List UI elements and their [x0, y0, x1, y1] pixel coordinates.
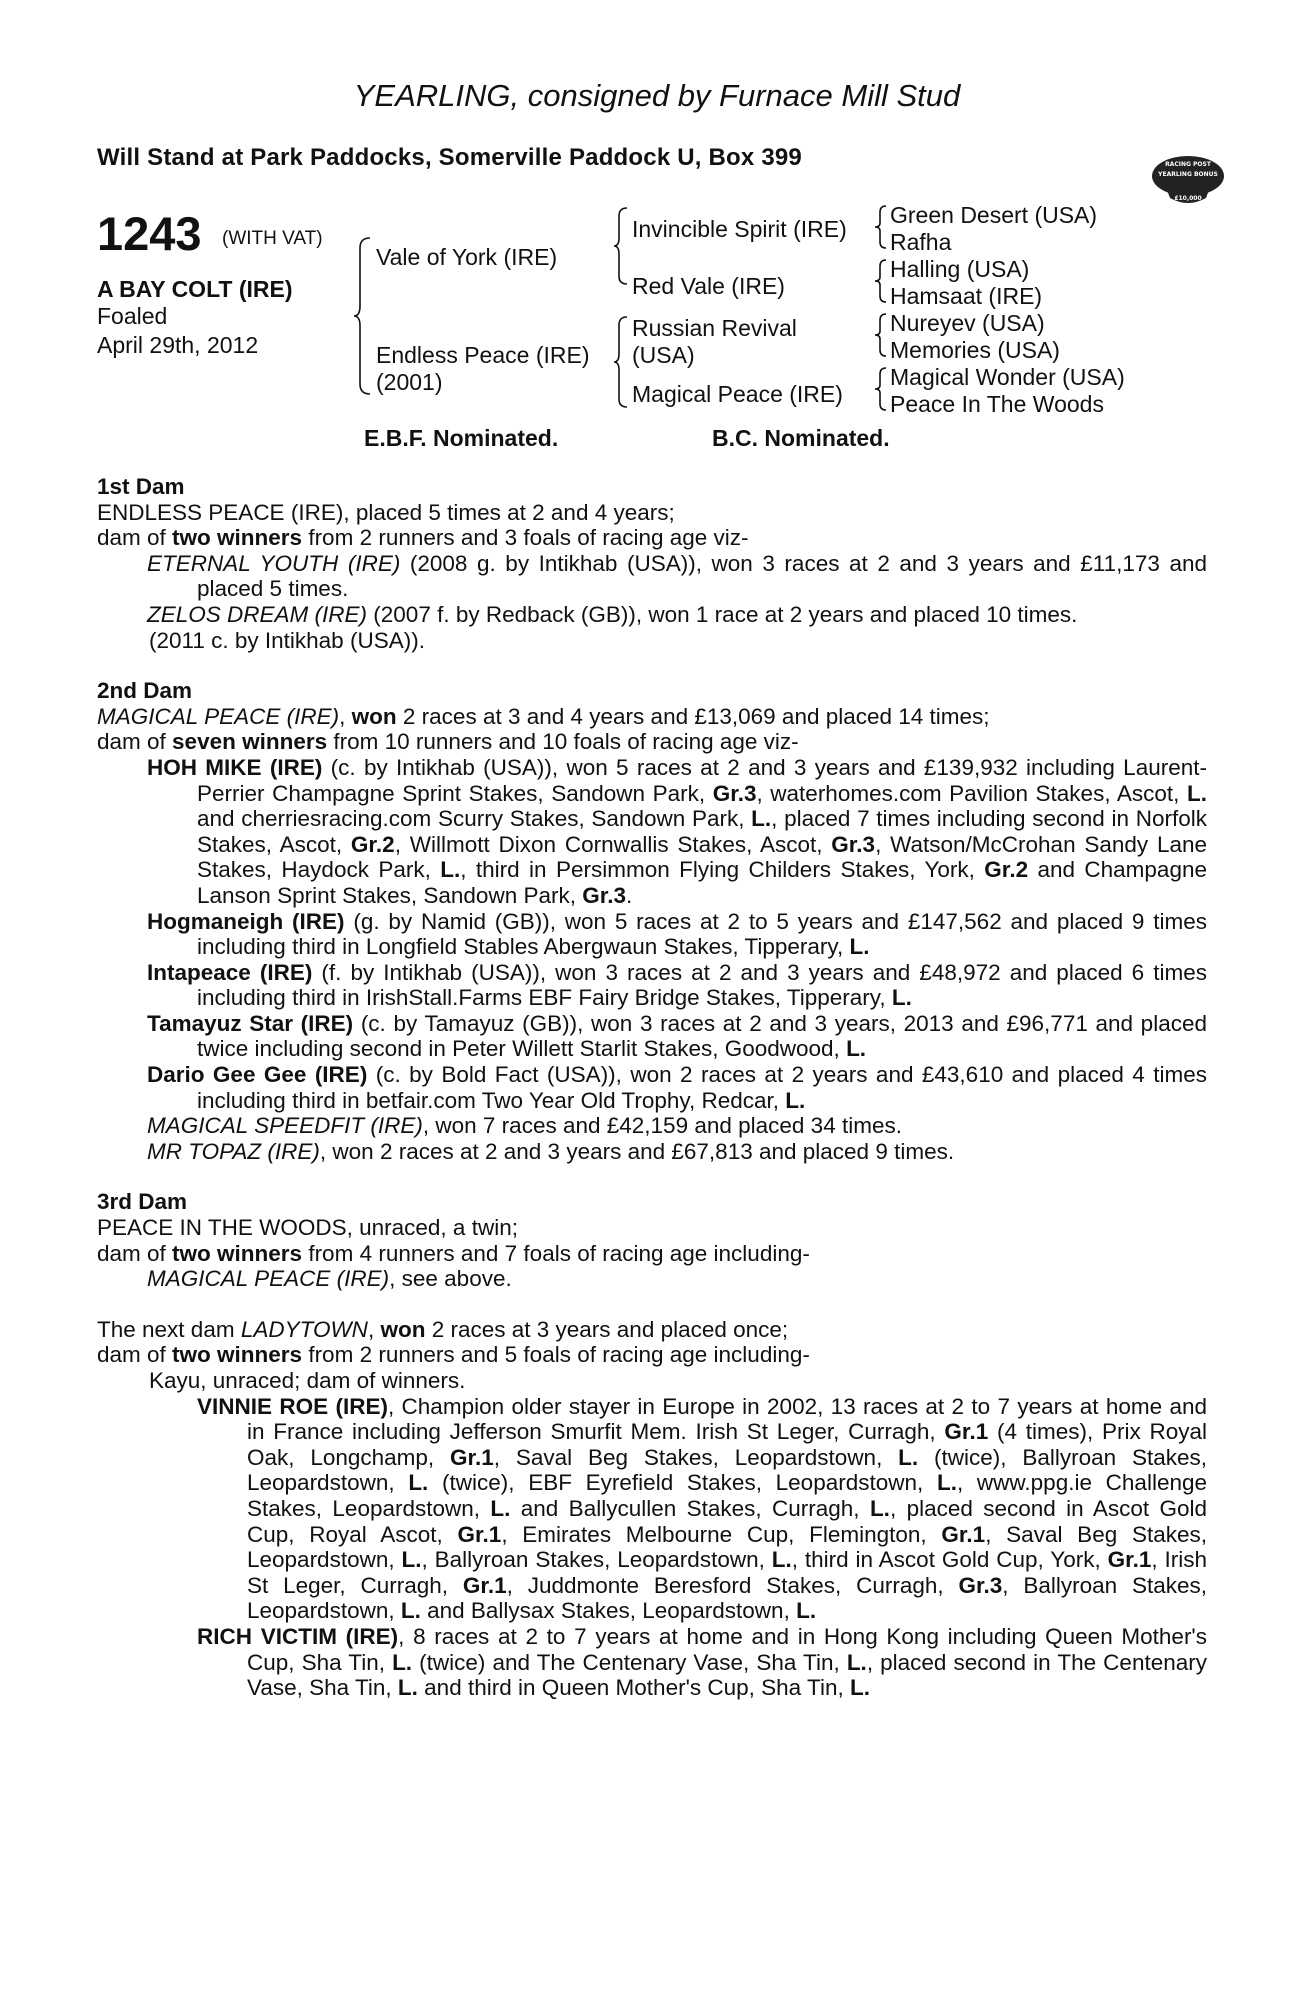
pedigree-ddd: Peace In The Woods: [890, 391, 1104, 417]
second-dam-produce: dam of seven winners from 10 runners and 10 foals of racing age viz-: [97, 729, 799, 755]
lot-number: 1243: [97, 207, 202, 260]
next-dam-produce: dam of two winners from 2 runners and 5 foals of racing age including-: [97, 1342, 810, 1368]
produce-magical-peace: MAGICAL PEACE (IRE), see above.: [147, 1266, 512, 1292]
pedigree-sss: Green Desert (USA): [890, 202, 1098, 228]
pedigree-sire-dam: Red Vale (IRE): [632, 273, 785, 299]
produce-hoh-mike: HOH MIKE (IRE) (c. by Intikhab (USA)), won 5 races at 2 and 3 years and £139,932 including Laurent-Perrier Champagne Sprint Stakes, Sandown Park, Gr.3, waterhomes.com Pavilion Stakes, Ascot, L. and cherriesracing.com Scurry Stakes, Sandown Park, L., placed 7 times including second in Norfolk Stakes, Ascot, Gr.2, Willmott Dixon Cornwallis Stakes, Ascot, Gr.3, Watson/McCrohan Sandy Lane Stakes, Haydock Park, L., third in Persimmon Flying Childers Stakes, York, Gr.2 and Champagne Lanson Sprint Stakes, Sandown Park, Gr.3.: [147, 754, 1208, 908]
pedigree-dam-sire-country: (USA): [632, 342, 695, 368]
pedigree-dam: Endless Peace (IRE): [376, 342, 590, 368]
produce-kayu: Kayu, unraced; dam of winners.: [149, 1368, 466, 1393]
produce-rich-victim: RICH VICTIM (IRE), 8 races at 2 to 7 years at home and in Hong Kong including Queen Mother's Cup, Sha Tin, L. (twice) and The Centenary Vase, Sha Tin, L., placed second in The Centenary Vase, Sha Tin, L. and third in Queen Mother's Cup, Sha Tin, L.: [197, 1623, 1207, 1701]
produce-mr-topaz: MR TOPAZ (IRE), won 2 races at 2 and 3 years and £67,813 and placed 9 times.: [147, 1138, 955, 1164]
produce-magical-speedfit: MAGICAL SPEEDFIT (IRE), won 7 races and £42,159 and placed 34 times.: [147, 1113, 902, 1139]
first-dam-line: ENDLESS PEACE (IRE), placed 5 times at 2 and 4 years;: [97, 499, 675, 525]
second-dam-heading: 2nd Dam: [97, 678, 193, 704]
produce-eternal-youth: ETERNAL YOUTH (IRE) (2008 g. by Intikhab (USA)), won 3 races at 2 and 3 years and £11,173 and placed 5 times.: [147, 550, 1207, 602]
lot-name: A BAY COLT (IRE): [97, 276, 293, 302]
pedigree-dam-dam: Magical Peace (IRE): [632, 381, 843, 407]
pedigree-dam-year: (2001): [376, 369, 443, 395]
second-dam-line: MAGICAL PEACE (IRE), won 2 races at 3 and 4 years and £13,069 and placed 14 times;: [97, 703, 990, 729]
badge-text-3: £10,000: [1174, 195, 1202, 202]
produce-dario-gee-gee: Dario Gee Gee (IRE) (c. by Bold Fact (USA)), won 2 races at 2 years and £43,610 and placed 4 times including third in betfair.com Two Year Old Trophy, Redcar, L.: [147, 1062, 1207, 1113]
bracket-ss: [873, 204, 889, 250]
produce-zelos-dream: ZELOS DREAM (IRE) (2007 f. by Redback (GB)), won 1 race at 2 years and placed 10 times.: [147, 601, 1078, 627]
bracket-dd: [873, 366, 889, 412]
bracket-gen1: [352, 236, 376, 396]
first-dam-heading: 1st Dam: [97, 474, 185, 499]
bracket-sd: [873, 258, 889, 304]
bracket-ds: [873, 312, 889, 358]
pedigree-sdd: Hamsaat (IRE): [890, 283, 1043, 309]
produce-intapeace: Intapeace (IRE) (f. by Intikhab (USA)), won 3 races at 2 and 3 years and £48,972 and placed 6 times including third in IrishStall.Farms EBF Fairy Bridge Stakes, Tipperary, L.: [147, 959, 1207, 1011]
stand-location: Will Stand at Park Paddocks, Somerville Paddock U, Box 399: [97, 144, 802, 171]
pedigree-dss: Nureyev (USA): [890, 310, 1045, 336]
foaled-date: Foaled April 29th, 2012: [97, 303, 259, 358]
catalogue-body: [97, 474, 1207, 1701]
page-title: YEARLING, consigned by Furnace Mill Stud: [353, 78, 961, 113]
produce-vinnie-roe: VINNIE ROE (IRE), Champion older stayer in Europe in 2002, 13 races at 2 to 7 years at home and in France including Jefferson Smurfit Mem. Irish St Leger, Curragh, Gr.1 (4 times), Prix Royal Oak, Longchamp, Gr.1, Saval Beg Stakes, Leopardstown, L. (twice), Ballyroan Stakes, Leopardstown, L. (twice), EBF Eyrefield Stakes, Leopardstown, L., www.ppg.ie Challenge Stakes, Leopardstown, L. and Ballycullen Stakes, Curragh, L., placed second in Ascot Gold Cup, Royal Ascot, Gr.1, Emirates Melbourne Cup, Flemington, Gr.1, Saval Beg Stakes, Leopardstown, L., Ballyroan Stakes, Leopardstown, L., third in Ascot Gold Cup, York, Gr.1, Irish St Leger, Curragh, Gr.1, Juddmonte Beresford Stakes, Curragh, Gr.3, Ballyroan Stakes, Leopardstown, L. and Ballysax Stakes, Leopardstown, L.: [197, 1393, 1208, 1624]
produce-tamayuz-star: Tamayuz Star (IRE) (c. by Tamayuz (GB)), won 3 races at 2 and 3 years, 2013 and £96,771 and placed twice including second in Peter Willett Starlit Stakes, Goodwood, L.: [147, 1010, 1207, 1062]
next-dam-line: The next dam LADYTOWN, won 2 races at 3 years and placed once;: [97, 1316, 789, 1342]
badge-text-2: YEARLING BONUS: [1158, 171, 1218, 178]
pedigree-sire-sire: Invincible Spirit (IRE): [632, 216, 847, 242]
bracket-sire: [612, 206, 632, 286]
pedigree-dsd: Memories (USA): [890, 337, 1060, 363]
pedigree-sds: Halling (USA): [890, 256, 1030, 282]
pedigree-dam-sire: Russian Revival: [632, 315, 797, 341]
bracket-dam: [612, 315, 632, 409]
bc-nominated: B.C. Nominated.: [712, 425, 890, 451]
produce-hogmaneigh: Hogmaneigh (IRE) (g. by Namid (GB)), won 5 races at 2 to 5 years and £147,562 and placed 9 times including third in Longfield Stables Abergwaun Stakes, Tipperary, L.: [147, 908, 1207, 960]
pedigree-ssd: Rafha: [890, 229, 952, 255]
pedigree-sire: Vale of York (IRE): [376, 244, 558, 270]
vat-note: (WITH VAT): [222, 228, 323, 249]
ebf-nominated: E.B.F. Nominated.: [364, 425, 559, 451]
produce-2011-colt: (2011 c. by Intikhab (USA)).: [149, 627, 425, 653]
third-dam-produce: dam of two winners from 4 runners and 7 foals of racing age including-: [97, 1240, 810, 1266]
third-dam-line: PEACE IN THE WOODS, unraced, a twin;: [97, 1215, 518, 1241]
first-dam-produce: dam of two winners from 2 runners and 3 foals of racing age viz-: [97, 525, 749, 551]
pedigree-dds: Magical Wonder (USA): [890, 364, 1125, 390]
third-dam-heading: 3rd Dam: [97, 1189, 188, 1215]
yearling-bonus-badge: [1150, 146, 1226, 210]
badge-text-1: RACING POST: [1165, 161, 1211, 168]
